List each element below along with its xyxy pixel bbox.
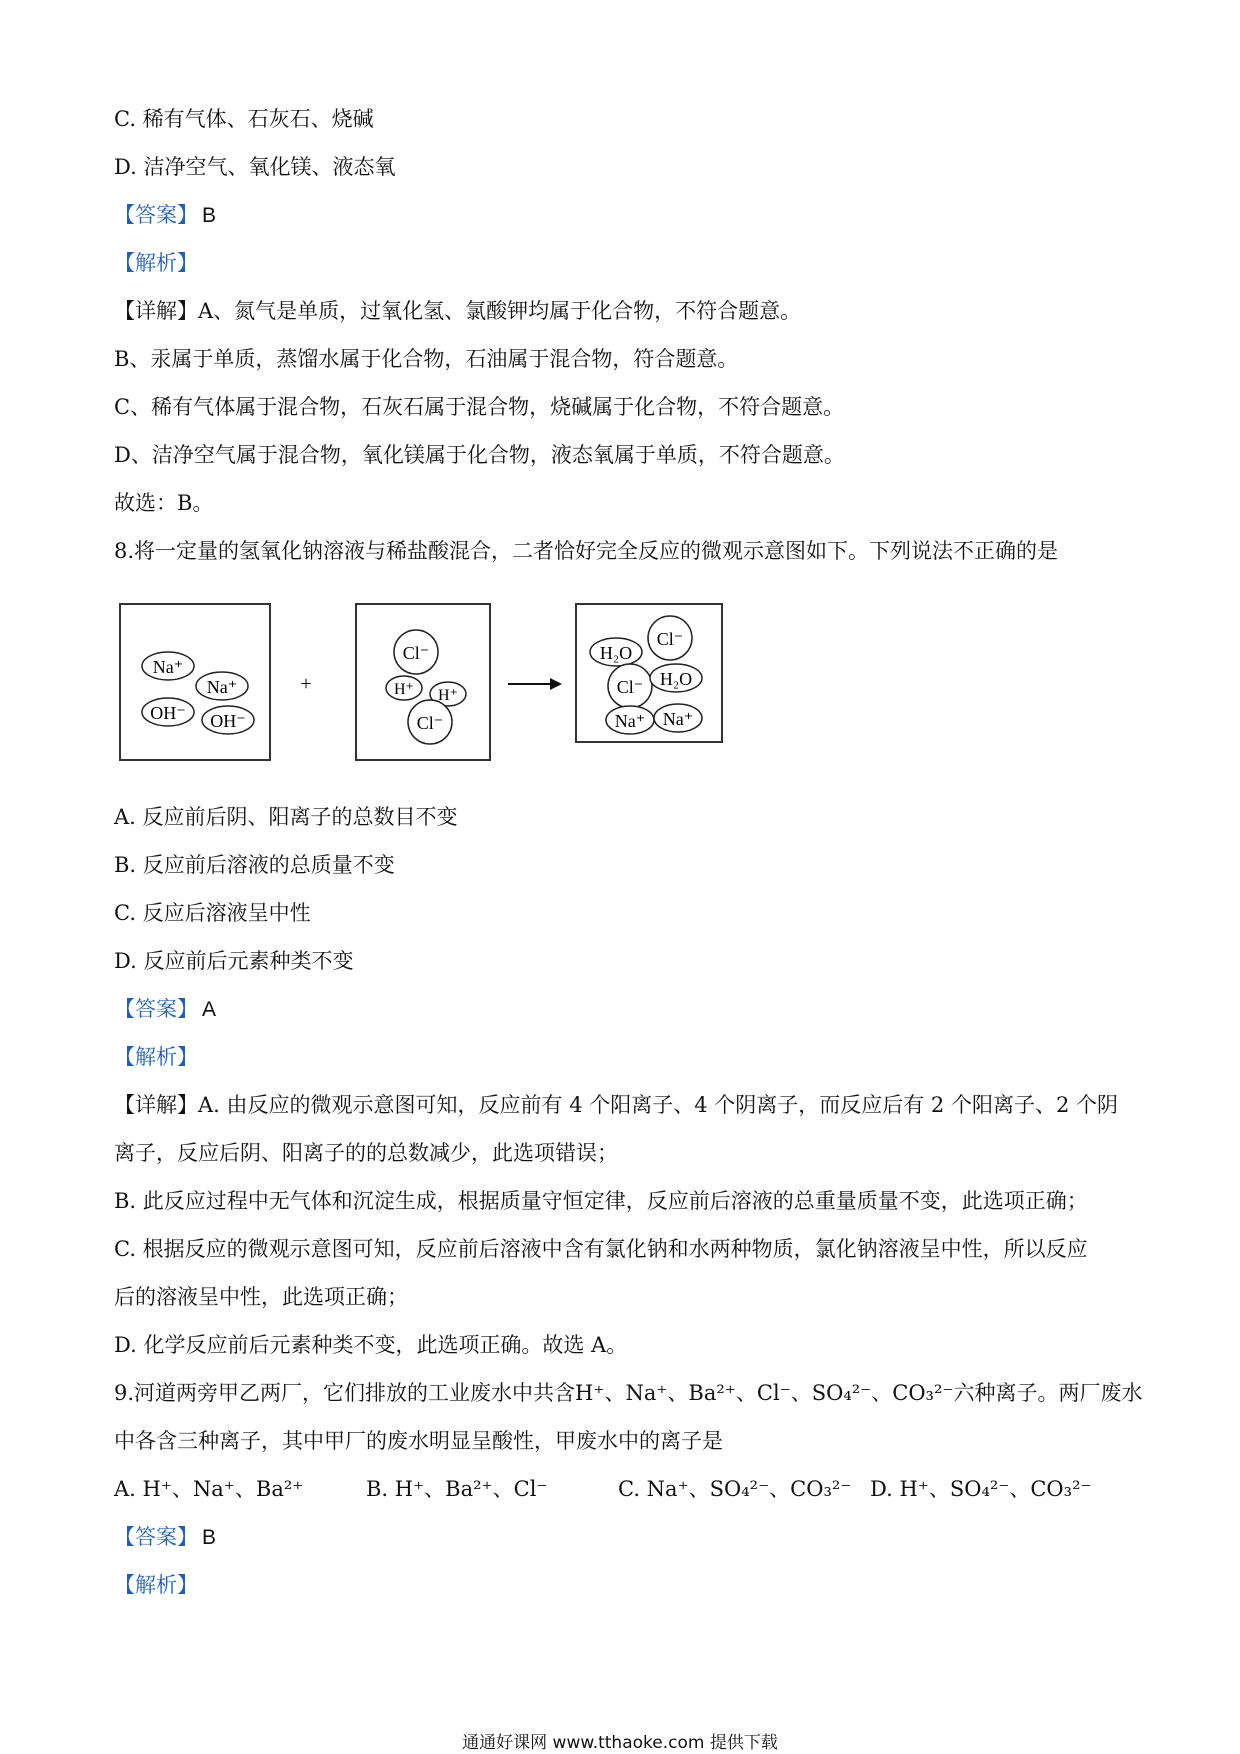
q9-option-c: C. Na⁺、SO₄²⁻、CO₃²⁻ (618, 1477, 852, 1501)
q9-analysis-tag: 【解析】 (114, 1573, 198, 1597)
stem-prefix: 9.河道两旁甲乙两厂，它们排放的工业废水中共含 (114, 1381, 576, 1405)
q7-detail-d: D、洁净空气属于混合物，氧化镁属于化合物，液态氧属于单质，不符合题意。 (114, 443, 845, 467)
q7-detail-b: B、汞属于单质，蒸馏水属于化合物，石油属于混合物，符合题意。 (114, 347, 739, 371)
svg-text:Na⁺: Na⁺ (662, 709, 694, 729)
q8-answer (114, 994, 216, 1025)
svg-text:Na⁺: Na⁺ (614, 711, 646, 731)
svg-text:Na⁺: Na⁺ (152, 657, 184, 677)
answer-value: A (202, 998, 217, 1021)
ion-oh-1 (142, 698, 194, 726)
q7-detail-a (114, 296, 801, 326)
ion-h-1 (386, 676, 422, 700)
detail-text: A. 由反应的微观示意图可知，反应前有 4 个阳离子、4 个阴离子，而反应后有 2 个阳离子、2 个阴 (198, 1093, 1119, 1117)
stem-ions: H⁺、Na⁺、Ba²⁺、Cl⁻、SO₄²⁻、CO₃²⁻ (575, 1381, 954, 1405)
ion-oh-2 (202, 706, 254, 734)
ion-cl-1 (394, 630, 438, 674)
answer-value: B (202, 1526, 217, 1549)
q7-answer (114, 200, 216, 231)
q8-stem: 8.将一定量的氢氧化钠溶液与稀盐酸混合，二者恰好完全反应的微观示意图如下。下列说法不正确的是 (114, 539, 1059, 563)
q8-option-b: B. 反应前后溶液的总质量不变 (114, 853, 395, 877)
q8-option-c: C. 反应后溶液呈中性 (114, 901, 311, 925)
answer-tag: 【答案】 (114, 1525, 198, 1549)
q9-option-d: D. H⁺、SO₄²⁻、CO₃²⁻ (870, 1477, 1092, 1501)
svg-text:H⁺: H⁺ (438, 687, 458, 704)
arrow-icon (508, 678, 562, 690)
svg-text:H₂O: H₂O (599, 643, 633, 663)
svg-text:Cl⁻: Cl⁻ (616, 677, 644, 697)
q9-stem-line1 (114, 1378, 1142, 1408)
q9-option-b: B. H⁺、Ba²⁺、Cl⁻ (366, 1477, 548, 1501)
q8-analysis-tag: 【解析】 (114, 1045, 198, 1069)
detail-text: A、氮气是单质，过氧化氢、氯酸钾均属于化合物，不符合题意。 (198, 299, 802, 323)
molecule-h2o-1 (590, 638, 642, 666)
answer-tag: 【答案】 (114, 203, 198, 227)
svg-text:OH⁻: OH⁻ (150, 703, 186, 723)
q7-detail-c: C、稀有气体属于混合物，石灰石属于混合物，烧碱属于化合物，不符合题意。 (114, 395, 845, 419)
svg-text:H⁺: H⁺ (394, 681, 414, 698)
ion-na-1 (142, 652, 194, 680)
q7-option-d: D. 洁净空气、氧化镁、液态氧 (114, 155, 396, 179)
q7-conclusion: 故选：B。 (114, 491, 214, 515)
q9-option-a: A. H⁺、Na⁺、Ba²⁺ (114, 1477, 304, 1501)
answer-value: B (202, 204, 217, 227)
ion-na-3 (606, 706, 654, 734)
answer-tag: 【答案】 (114, 997, 198, 1021)
svg-text:Cl⁻: Cl⁻ (416, 713, 444, 733)
molecule-h2o-2 (650, 664, 702, 692)
q8-detail-c2: 后的溶液呈中性，此选项正确； (114, 1285, 408, 1309)
ion-cl-3 (648, 616, 692, 660)
q9-answer (114, 1522, 216, 1553)
svg-text:Cl⁻: Cl⁻ (656, 629, 684, 649)
q8-detail-d: D. 化学反应前后元素种类不变，此选项正确。故选 A。 (114, 1333, 628, 1357)
ion-cl-4 (608, 664, 652, 708)
q8-option-d: D. 反应前后元素种类不变 (114, 949, 354, 973)
q8-detail-a2: 离子，反应后阴、阳离子的的总数减少，此选项错误； (114, 1141, 618, 1165)
ion-na-2 (196, 672, 248, 700)
stem-suffix: 六种离子。两厂废水 (953, 1381, 1143, 1405)
plus-sign: + (300, 673, 312, 695)
ion-na-4 (654, 704, 702, 732)
svg-text:Cl⁻: Cl⁻ (402, 643, 430, 663)
svg-text:OH⁻: OH⁻ (210, 711, 246, 731)
q7-option-c: C. 稀有气体、石灰石、烧碱 (114, 107, 374, 131)
page-footer: 通通好课网 www.tthaoke.com 提供下载 (462, 1733, 778, 1753)
q7-analysis-tag: 【解析】 (114, 251, 198, 275)
q8-option-a: A. 反应前后阴、阳离子的总数目不变 (114, 805, 458, 829)
q9-stem-line2: 中各含三种离子，其中甲厂的废水明显呈酸性，甲废水中的离子是 (114, 1429, 723, 1453)
detail-tag: 【详解】 (114, 1093, 198, 1117)
svg-text:Na⁺: Na⁺ (206, 677, 238, 697)
detail-tag: 【详解】 (114, 299, 198, 323)
ion-cl-2 (408, 700, 452, 744)
q8-detail-a1 (114, 1090, 1118, 1120)
reaction-diagram (110, 596, 750, 766)
q8-detail-c1: C. 根据反应的微观示意图可知，反应前后溶液中含有氯化钠和水两种物质，氯化钠溶液呈中性，所以反应 (114, 1237, 1088, 1261)
svg-text:H₂O: H₂O (659, 669, 693, 689)
q8-detail-b: B. 此反应过程中无气体和沉淀生成，根据质量守恒定律，反应前后溶液的总重量质量不变，此选项正确； (114, 1189, 1088, 1213)
